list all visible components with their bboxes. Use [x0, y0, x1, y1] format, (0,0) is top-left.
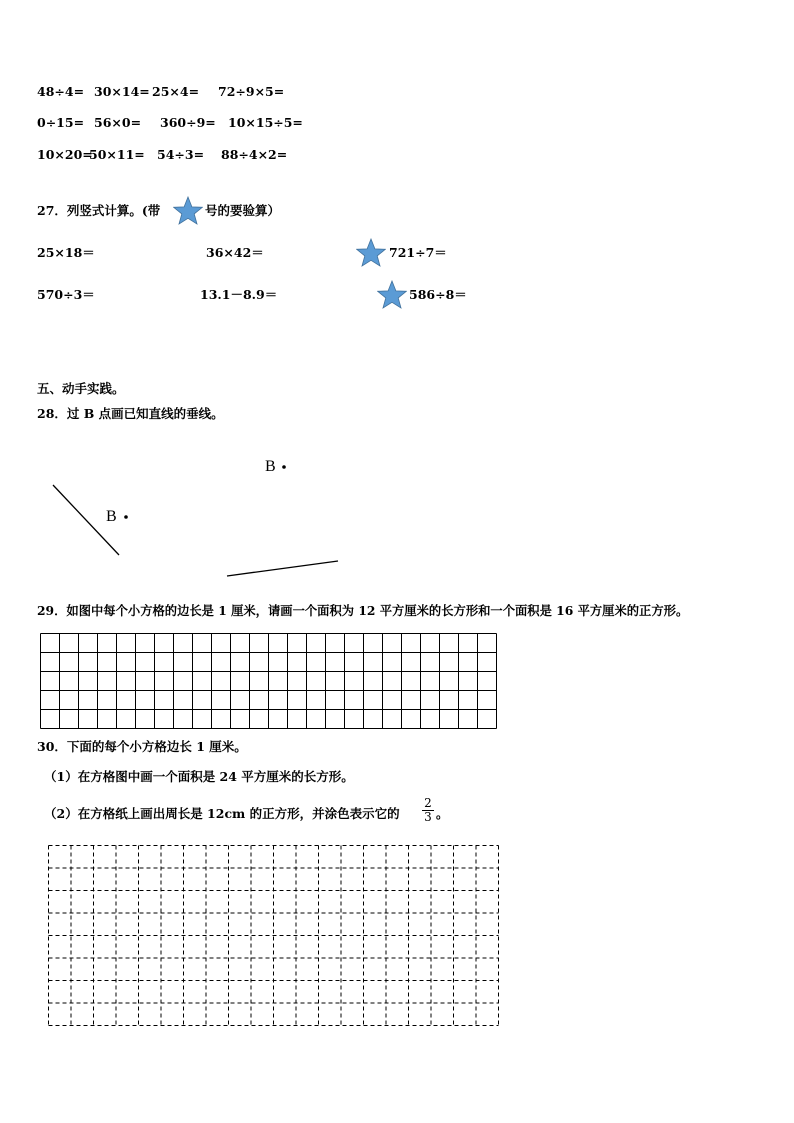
vertical-calc-item: 586÷8＝ [409, 287, 467, 302]
q29-title: 29．如图中每个小方格的边长是 1 厘米，请画一个面积为 12 平方厘米的长方形和一个面积是 16 平方厘米的正方形。 [37, 603, 689, 618]
star-icon [377, 280, 407, 310]
square-grid[interactable] [40, 633, 497, 730]
oral-calc-item: 88÷4×2= [221, 147, 288, 162]
oral-calc-item: 48÷4= [37, 84, 85, 99]
vertical-calc-item: 721÷7＝ [389, 245, 447, 260]
point-b-dot [282, 465, 286, 469]
q27-title-end: 号的要验算） [205, 203, 281, 218]
oral-calc-item: 10×15÷5= [228, 115, 303, 130]
fraction [422, 797, 434, 824]
q27-title-start: 27．列竖式计算。(带 [37, 203, 161, 218]
oral-calc-item: 360÷9= [160, 115, 216, 130]
perpendicular-figure [0, 440, 794, 590]
vertical-calc-item: 570÷3＝ [37, 287, 95, 302]
star-icon [173, 196, 203, 226]
dashed-grid[interactable] [48, 845, 501, 1028]
vertical-calc-item: 13.1－8.9＝ [200, 287, 278, 302]
point-b-dot [124, 515, 128, 519]
oral-calc-item: 30×14= [94, 84, 150, 99]
fraction-numerator: 2 [424, 796, 432, 810]
point-b-label: B [265, 458, 276, 475]
oral-calc-item: 25×4= [152, 84, 200, 99]
star-shape [378, 281, 407, 308]
section-title: 五、动手实践。 [37, 381, 125, 396]
q30-title: 30．下面的每个小方格边长 1 厘米。 [37, 739, 247, 754]
star-shape [174, 197, 203, 224]
oral-calc-item: 0÷15= [37, 115, 85, 130]
star-shape [357, 239, 386, 266]
vertical-calc-item: 36×42＝ [206, 245, 264, 260]
q30-sub2-end: 。 [436, 806, 449, 821]
oral-calc-item: 50×11= [89, 147, 145, 162]
q30-sub2: （2）在方格纸上画出周长是 12cm 的正方形，并涂色表示它的 [44, 806, 400, 821]
oral-calc-item: 54÷3= [157, 147, 205, 162]
vertical-calc-item: 25×18＝ [37, 245, 95, 260]
point-b-label: B [106, 508, 117, 525]
q28-title: 28．过 B 点画已知直线的垂线。 [37, 406, 224, 421]
q30-sub1: （1）在方格图中画一个面积是 24 平方厘米的长方形。 [44, 769, 354, 784]
oral-calc-item: 56×0= [94, 115, 142, 130]
oral-calc-item: 10×20= [37, 147, 93, 162]
fraction-denominator: 3 [422, 810, 434, 824]
star-icon [356, 238, 386, 268]
oral-calc-item: 72÷9×5= [218, 84, 285, 99]
given-line-2 [227, 561, 338, 576]
